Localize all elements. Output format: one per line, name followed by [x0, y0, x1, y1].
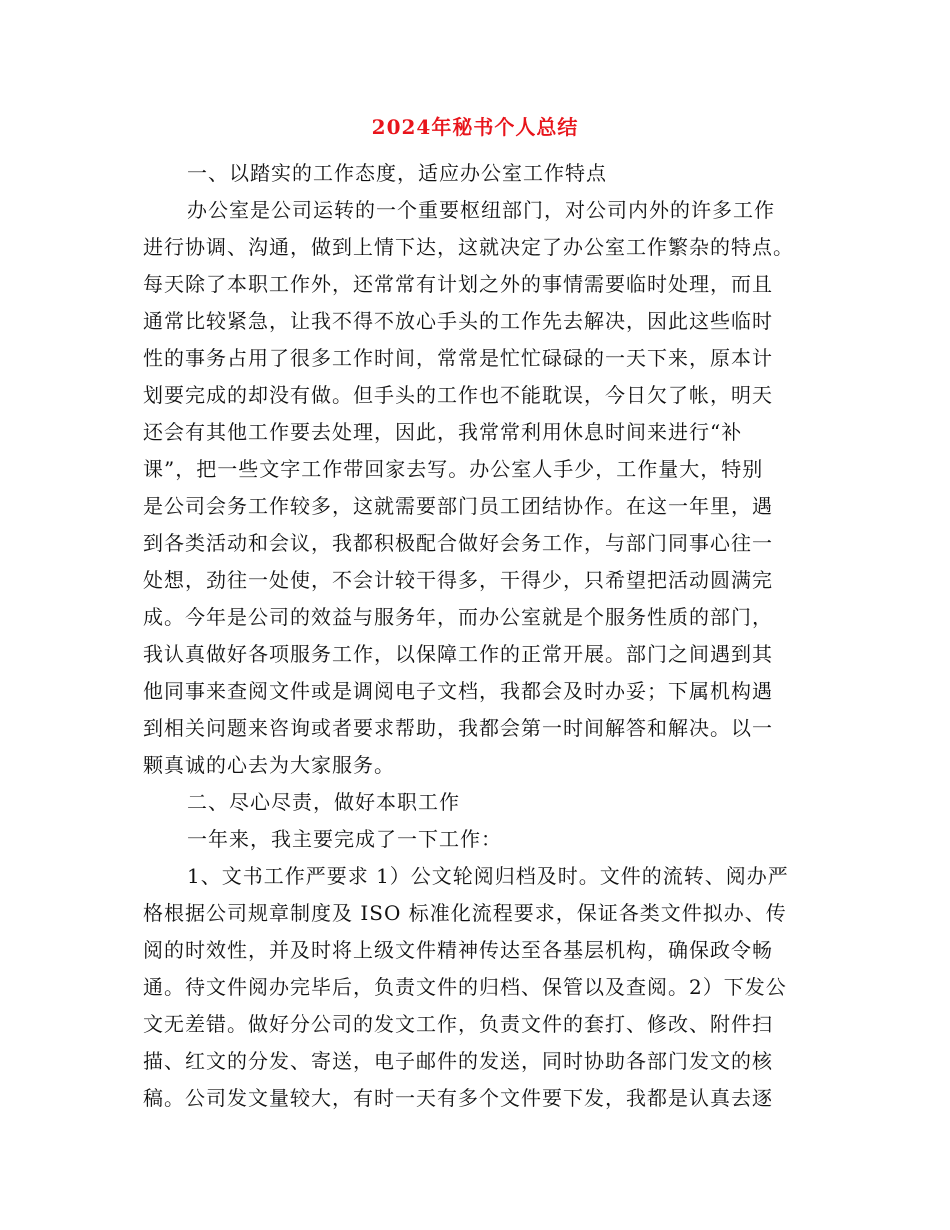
text-line: 二、尽心尽责，做好本职工作	[187, 790, 460, 814]
section-heading-1	[143, 155, 803, 192]
text-line: 是公司会务工作较多，这就需要部门员工团结协作。在这一年里，遇	[143, 494, 773, 518]
text-line: 到各类活动和会议，我都积极配合做好会务工作，与部门同事心往一	[143, 531, 773, 555]
text-line: 文无差错。做好分公司的发文工作，负责文件的套打、修改、附件扫	[143, 1012, 773, 1036]
text-line: 通常比较紧急，让我不得不放心手头的工作先去解决，因此这些临时	[143, 309, 773, 333]
paragraph-1	[143, 192, 803, 784]
text-line: 处想，劲往一处使，不会计较干得多，干得少，只希望把活动圆满完	[143, 568, 773, 592]
text-line: 稿。公司发文量较大，有时一天有多个文件要下发，我都是认真去逐	[143, 1086, 773, 1110]
text-line: 我认真做好各项服务工作，以保障工作的正常开展。部门之间遇到其	[143, 642, 773, 666]
document-title: 2024年秘书个人总结	[371, 115, 579, 139]
text-line: 颗真诚的心去为大家服务。	[143, 753, 395, 777]
text-line: 到相关问题来咨询或者要求帮助，我都会第一时间解答和解决。以一	[143, 716, 773, 740]
paragraph-2	[143, 821, 803, 858]
text-line: 描、红文的分发、寄送，电子邮件的发送，同时协助各部门发文的核	[143, 1049, 773, 1073]
text-line: 成。今年是公司的效益与服务年，而办公室就是个服务性质的部门，	[143, 605, 773, 629]
text-line: 进行协调、沟通，做到上情下达，这就决定了办公室工作繁杂的特点。	[143, 235, 794, 259]
text-line: 还会有其他工作要去处理，因此，我常常利用休息时间来进行“补	[143, 420, 743, 444]
text-line: 通。待文件阅办完毕后，负责文件的归档、保管以及查阅。2）下发公	[143, 975, 787, 999]
text-line: 一、以踏实的工作态度，适应办公室工作特点	[187, 161, 607, 185]
text-line: 划要完成的却没有做。但手头的工作也不能耽误，今日欠了帐，明天	[143, 383, 773, 407]
text-line: 一年来，我主要完成了一下工作：	[187, 827, 502, 851]
section-heading-2	[143, 784, 803, 821]
text-line: 阅的时效性，并及时将上级文件精神传达至各基层机构，确保政令畅	[143, 938, 773, 962]
text-line: 1、文书工作严要求 1）公文轮阅归档及时。文件的流转、阅办严	[187, 864, 789, 888]
text-line: 办公室是公司运转的一个重要枢纽部门，对公司内外的许多工作	[187, 198, 775, 222]
text-line: 格根据公司规章制度及 ISO 标准化流程要求，保证各类文件拟办、传	[143, 901, 787, 925]
text-line: 性的事务占用了很多工作时间，常常是忙忙碌碌的一天下来，原本计	[143, 346, 773, 370]
text-line: 课”，把一些文字工作带回家去写。办公室人手少，工作量大，特别	[143, 457, 764, 481]
paragraph-3	[143, 858, 803, 1117]
text-line: 他同事来查阅文件或是调阅电子文档，我都会及时办妥；下属机构遇	[143, 679, 773, 703]
text-line: 每天除了本职工作外，还常常有计划之外的事情需要临时处理，而且	[143, 272, 773, 296]
document-body	[143, 155, 803, 1117]
